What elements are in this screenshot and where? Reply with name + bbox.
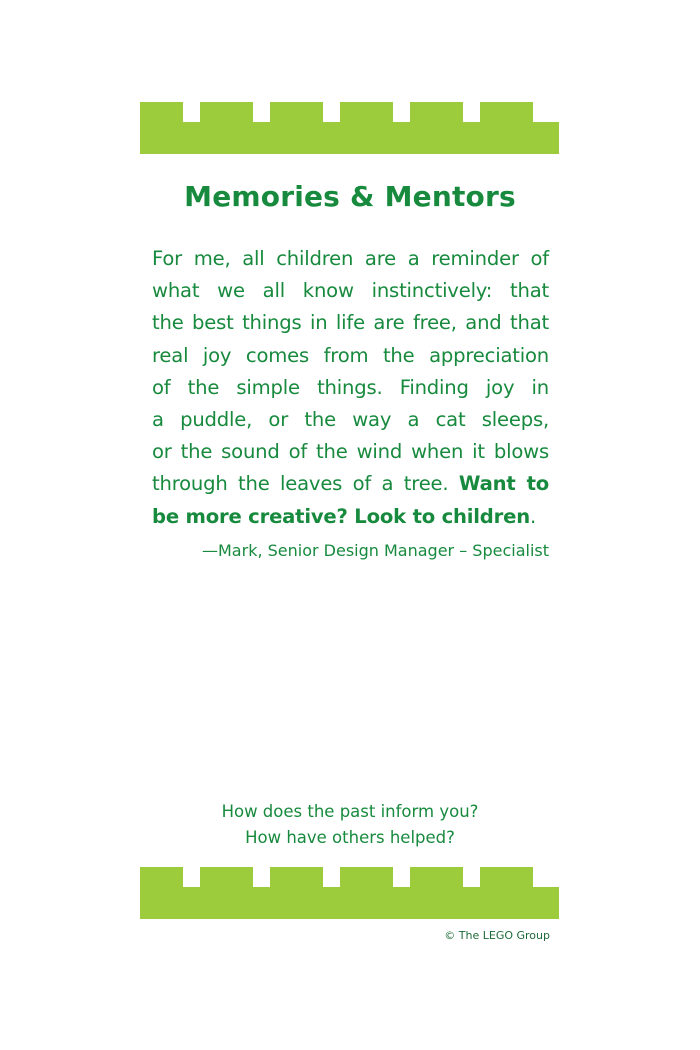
quote-line xyxy=(152,468,549,500)
lego-brick-top-border xyxy=(140,102,559,154)
copyright-notice: © The LEGO Group xyxy=(444,929,550,942)
quote-line: or the sound of the wind when it blows xyxy=(152,440,549,464)
brick-graphic xyxy=(140,867,559,919)
page-title: Memories & Mentors xyxy=(184,180,516,213)
quote-attribution: —Mark, Senior Design Manager – Specialist xyxy=(202,541,549,560)
quote-line-text: through the leaves of a tree. xyxy=(152,472,449,496)
quote-end-punctuation: . xyxy=(529,504,536,528)
brick-graphic xyxy=(140,102,559,154)
lego-brick-bottom-border xyxy=(140,867,559,919)
quote-line: of the simple things. Finding joy in xyxy=(152,375,549,399)
quote-line: a puddle, or the way a cat sleeps, xyxy=(152,408,549,432)
quote-line: what we all know instinctively: that xyxy=(152,279,549,303)
quote-line xyxy=(152,501,549,533)
prompt-line: How have others helped? xyxy=(245,828,455,847)
quote-emphasis: Want to xyxy=(458,472,550,496)
quote-emphasis: be more creative? Look to children xyxy=(152,504,530,528)
quote-line: the best things in life are free, and that xyxy=(152,311,549,335)
reflection-prompts xyxy=(0,799,700,851)
quote-line: For me, all children are a reminder of xyxy=(152,247,549,270)
quote-text xyxy=(152,243,549,533)
quote-line: real joy comes from the appreciation xyxy=(152,343,549,367)
prompt-line: How does the past inform you? xyxy=(221,802,479,821)
